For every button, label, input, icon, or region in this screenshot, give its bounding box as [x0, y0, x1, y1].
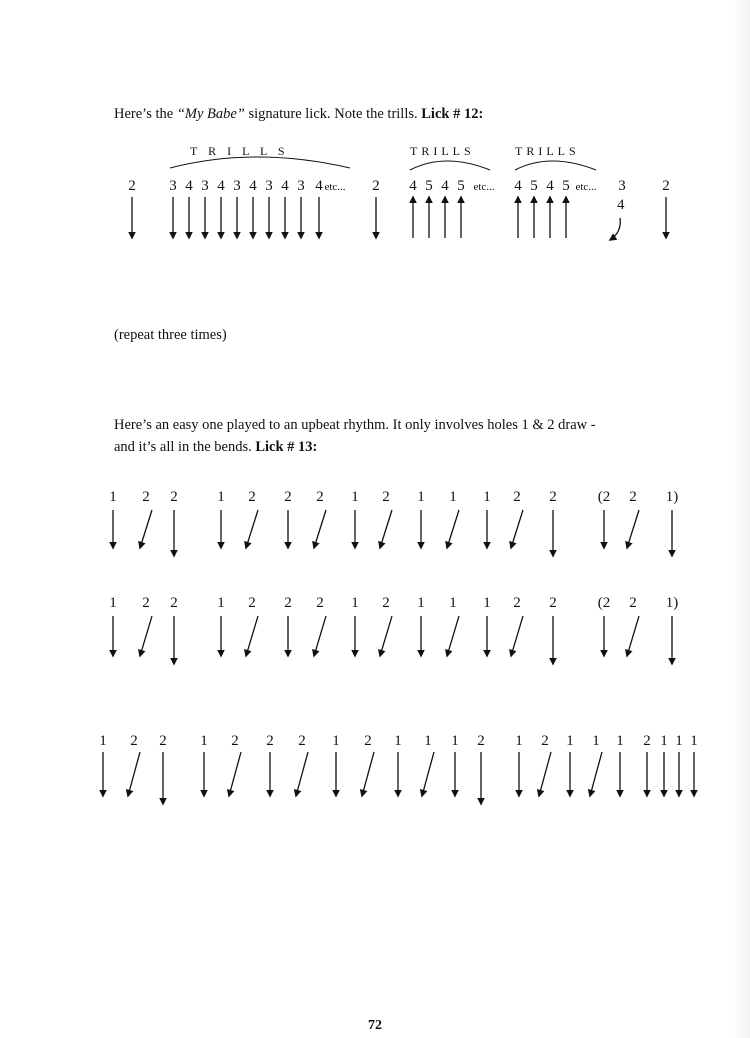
- lick13-row-1: [109, 489, 678, 556]
- hole-number: 1: [217, 489, 225, 505]
- bend-arrow: [362, 752, 374, 796]
- hole-number: 1: [99, 733, 107, 749]
- hole-number: 5: [562, 178, 570, 194]
- bend-arrow: [627, 616, 639, 656]
- hole-number: 1: [483, 595, 491, 611]
- hole-number: 1: [449, 595, 457, 611]
- hole-number: 1: [417, 489, 425, 505]
- hole-number: 2: [382, 595, 390, 611]
- bend-arrow: [539, 752, 551, 796]
- hole-number: 2: [372, 178, 380, 194]
- lick13-row-2: [109, 595, 678, 664]
- lick12-label: Lick # 12:: [421, 106, 484, 122]
- chord-lower-note: 4: [617, 197, 625, 213]
- hole-number: 4: [409, 178, 417, 194]
- bend-arrow: [140, 510, 152, 548]
- bend-arrow: [511, 616, 523, 656]
- hole-number: 2: [629, 489, 637, 505]
- hole-number: 5: [425, 178, 433, 194]
- bend-arrow: [380, 510, 392, 548]
- hole-number: 2: [629, 595, 637, 611]
- bend-arrow: [511, 510, 523, 548]
- hole-number: 2: [159, 733, 167, 749]
- hole-number: 2: [316, 595, 324, 611]
- hole-number: 2: [541, 733, 549, 749]
- hole-number: 2: [248, 489, 256, 505]
- hole-number: 2: [549, 489, 557, 505]
- hole-number: 1: [200, 733, 208, 749]
- hole-number: 3: [233, 178, 241, 194]
- hole-number: 1: [566, 733, 574, 749]
- hole-number: 1: [332, 733, 340, 749]
- hole-number: 3: [618, 178, 626, 194]
- hole-number: 1: [417, 595, 425, 611]
- bend-arrow: [380, 616, 392, 656]
- hole-number: 4: [185, 178, 193, 194]
- hole-number: 2: [298, 733, 306, 749]
- hole-number: 1: [217, 595, 225, 611]
- bend-arrow: [246, 510, 258, 548]
- hole-number: 4: [315, 178, 323, 194]
- hole-number: 1: [109, 595, 117, 611]
- trill-label: TRILLS: [515, 144, 580, 158]
- bend-arrow: [314, 616, 326, 656]
- hole-number: 3: [201, 178, 209, 194]
- lick13-label: Lick # 13:: [255, 439, 318, 455]
- hole-number: 1: [351, 595, 359, 611]
- hole-number: 4: [217, 178, 225, 194]
- intro-text-cont: signature lick. Note the trills.: [244, 106, 422, 122]
- hole-number: 2: [316, 489, 324, 505]
- hole-number: 1: [451, 733, 459, 749]
- hole-number: 2: [231, 733, 239, 749]
- hole-number: 4: [281, 178, 289, 194]
- etc-label: etc...: [575, 181, 597, 193]
- hole-number: (2: [597, 595, 611, 611]
- hole-number: 2: [142, 489, 150, 505]
- bend-arrow: [314, 510, 326, 548]
- hole-number: 1: [424, 733, 432, 749]
- bend-arrow: [447, 510, 459, 548]
- hole-number: 2: [382, 489, 390, 505]
- hole-number: 5: [530, 178, 538, 194]
- hole-number: 2: [662, 178, 670, 194]
- hole-number: 2: [170, 595, 178, 611]
- hole-number: 5: [457, 178, 465, 194]
- trill-arc: [515, 161, 596, 170]
- lick12-row: [128, 178, 670, 240]
- intro-text: Here’s the: [114, 106, 177, 122]
- hole-number: 2: [364, 733, 372, 749]
- hole-number: 4: [441, 178, 449, 194]
- trill-arc: [410, 161, 490, 170]
- hole-number: 2: [513, 489, 521, 505]
- bend-arrow: [140, 616, 152, 656]
- hole-number: 1: [616, 733, 624, 749]
- hole-number: 1: [592, 733, 600, 749]
- trill-label: T R I L L S: [190, 144, 289, 158]
- hole-number: 2: [284, 595, 292, 611]
- hole-number: 4: [249, 178, 257, 194]
- hole-number: 1: [394, 733, 402, 749]
- etc-label: etc...: [324, 181, 346, 193]
- hole-number: 1: [675, 733, 683, 749]
- hole-number: 1: [660, 733, 668, 749]
- hole-number: 1: [483, 489, 491, 505]
- hole-number: 1: [351, 489, 359, 505]
- hole-number: 2: [142, 595, 150, 611]
- hole-number: 3: [297, 178, 305, 194]
- bend-arrow: [128, 752, 140, 796]
- hole-number: 4: [514, 178, 522, 194]
- bend-arrow: [422, 752, 434, 796]
- bend-arrow: [229, 752, 241, 796]
- hole-number: 2: [513, 595, 521, 611]
- hole-number: 2: [284, 489, 292, 505]
- trill-arc: [170, 157, 350, 168]
- hole-number: 1: [515, 733, 523, 749]
- hole-number: 2: [643, 733, 651, 749]
- hole-number: 2: [266, 733, 274, 749]
- hole-number: 3: [169, 178, 177, 194]
- hole-number: 2: [128, 178, 136, 194]
- trill-label: TRILLS: [410, 144, 475, 158]
- song-title: “My Babe”: [176, 106, 245, 122]
- hole-number: 1): [665, 489, 679, 505]
- intro-line-1: Here’s an easy one played to an upbeat rhythm. It only involves holes 1 & 2 draw -: [114, 417, 596, 433]
- bend-arrow: [447, 616, 459, 656]
- hole-number: 2: [170, 489, 178, 505]
- hole-number: 2: [248, 595, 256, 611]
- hole-number: 1): [665, 595, 679, 611]
- hole-number: (2: [597, 489, 611, 505]
- hole-number: 3: [265, 178, 273, 194]
- hole-number: 1: [690, 733, 698, 749]
- etc-label: etc...: [473, 181, 495, 193]
- lick13-row-3: [99, 733, 698, 804]
- bend-arrow: [590, 752, 602, 796]
- hole-number: 2: [549, 595, 557, 611]
- bend-arrow: [627, 510, 639, 548]
- page-number: 72: [368, 1018, 382, 1033]
- bend-arrow: [296, 752, 308, 796]
- hole-number: 2: [477, 733, 485, 749]
- repeat-note: (repeat three times): [114, 327, 227, 343]
- intro-line-2: and it’s all in the bends.: [114, 439, 256, 455]
- bend-arrow: [610, 218, 620, 240]
- hole-number: 2: [130, 733, 138, 749]
- hole-number: 1: [449, 489, 457, 505]
- bend-arrow: [246, 616, 258, 656]
- hole-number: 1: [109, 489, 117, 505]
- hole-number: 4: [546, 178, 554, 194]
